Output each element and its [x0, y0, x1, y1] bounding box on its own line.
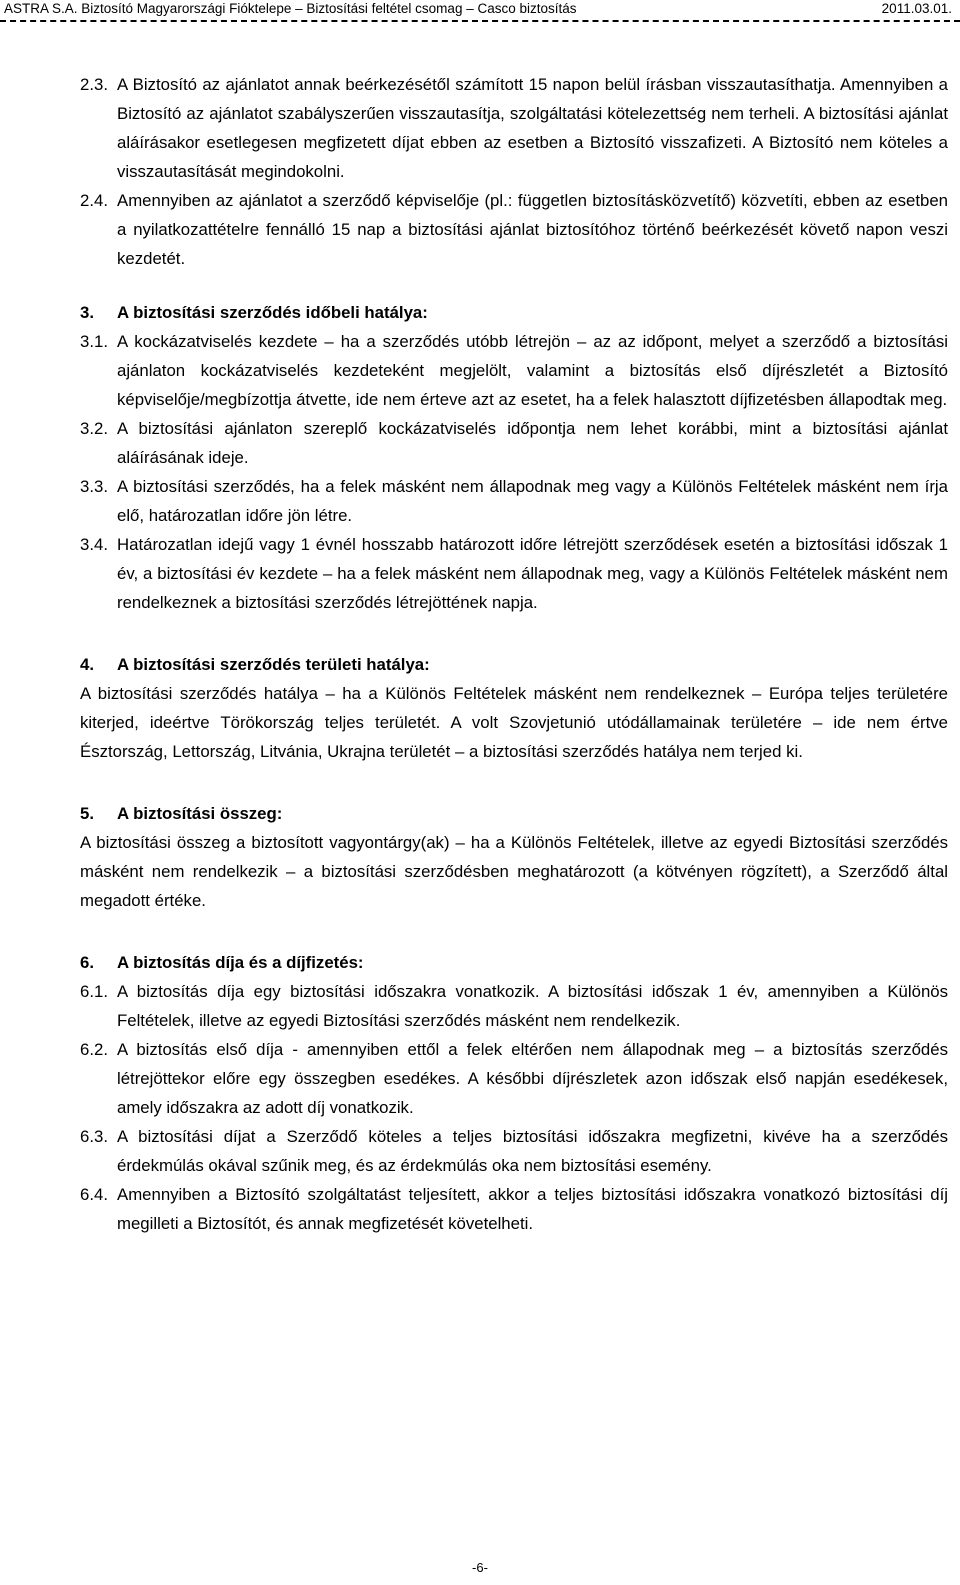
header-date: 2011.03.01. [881, 1, 952, 16]
section-title: A biztosítási összeg: [117, 804, 283, 823]
section-heading-3 [80, 298, 948, 327]
clause-number: 2.4. [80, 191, 108, 210]
clause-6-4 [80, 1180, 948, 1238]
clause-text: A Biztosító az ajánlatot annak beérkezésétől számított 15 napon belül írásban visszautasíthatja. Amennyiben a Biztosító az ajánlatot szabályszerűen visszautasítja, szolgáltatási kötelezettség nem terheli. A biztosítási ajánlat aláírásakor esetlegesen megfizetett díjat ebben az esetben a Biztosító visszafizeti. A Biztosító nem köteles a visszautasítását megindokolni. [117, 75, 948, 181]
clause-text: A biztosítási szerződés, ha a felek másként nem állapodnak meg vagy a Különös Feltételek másként nem írja elő, határozatlan időre jön létre. [117, 477, 948, 525]
clause-text: Amennyiben a Biztosító szolgáltatást teljesített, akkor a teljes biztosítási időszakra vonatkozó biztosítási díj megilleti a Biztosítót, és annak megfizetését követelheti. [117, 1185, 948, 1233]
clause-text: A biztosítási díjat a Szerződő köteles a teljes biztosítási időszakra megfizetni, kivéve ha a szerződés érdekmúlás okával szűnik meg, és az érdekmúlás oka nem biztosítási esemény. [117, 1127, 948, 1175]
clause-number: 3.4. [80, 535, 108, 554]
clause-number: 6.2. [80, 1040, 108, 1059]
section-title: A biztosítási szerződés időbeli hatálya: [117, 303, 428, 322]
section-number: 3. [80, 303, 94, 322]
section-heading-4 [80, 650, 948, 679]
clause-text: A biztosítás díja egy biztosítási időszakra vonatkozik. A biztosítási időszak 1 év, amennyiben a Különös Feltételek, illetve az egyedi Biztosítási szerződés másként nem rendelkezik. [117, 982, 948, 1030]
clause-number: 3.1. [80, 332, 108, 351]
clause-number: 6.3. [80, 1127, 108, 1146]
clause-text: A biztosítási ajánlaton szereplő kockázatviselés időpontja nem lehet korábbi, mint a biztosítási ajánlat aláírásának ideje. [117, 419, 948, 467]
clause-6-3 [80, 1122, 948, 1180]
section-heading-5 [80, 799, 948, 828]
clause-text: A biztosítás első díja - amennyiben ettől a felek eltérően nem állapodnak meg – a biztosítás szerződés létrejöttekor előre egy összegben esedékes. A későbbi díjrészletek azon időszak első napján esedékesek, amely időszakra az adott díj vonatkozik. [117, 1040, 948, 1117]
header-divider [0, 20, 960, 22]
clause-number: 6.4. [80, 1185, 108, 1204]
section-number: 4. [80, 655, 94, 674]
section-title: A biztosítási szerződés területi hatálya: [117, 655, 430, 674]
clause-number: 3.2. [80, 419, 108, 438]
clause-3-1 [80, 327, 948, 414]
header-title: ASTRA S.A. Biztosító Magyarországi Fióktelepe – Biztosítási feltétel csomag – Casco biztosítás [4, 1, 577, 16]
clause-text: Amennyiben az ajánlatot a szerződő képviselője (pl.: független biztosításközvetítő) közvetíti, ebben az esetben a nyilatkozattételre fennálló 15 nap a biztosítási ajánlat biztosítóhoz történő beérkezését követő napon veszi kezdetét. [117, 191, 948, 268]
clause-2-4 [80, 186, 948, 273]
page-number: -6- [472, 1560, 488, 1575]
section-4-text: A biztosítási szerződés hatálya – ha a Különös Feltételek másként nem rendelkeznek – Európa teljes területére kiterjed, ideértve Törökország teljes területét. A volt Szovjetunió utódállamainak területére – ide nem értve Észtország, Lettország, Litvánia, Ukrajna területét – a biztosítási szerződés hatálya nem terjed ki. [80, 684, 948, 761]
clause-number: 6.1. [80, 982, 108, 1001]
clause-3-4 [80, 530, 948, 617]
clause-3-3 [80, 472, 948, 530]
section-number: 6. [80, 953, 94, 972]
clause-6-2 [80, 1035, 948, 1122]
clause-text: Határozatlan idejű vagy 1 évnél hosszabb határozott időre létrejött szerződések esetén a biztosítási időszak 1 év, a biztosítási év kezdete – ha a felek másként nem állapodnak meg, vagy a Különös Feltételek másként nem rendelkeznek a biztosítási szerződés létrejöttének napja. [117, 535, 948, 612]
section-heading-6 [80, 948, 948, 977]
clause-2-3 [80, 70, 948, 186]
section-title: A biztosítás díja és a díjfizetés: [117, 953, 364, 972]
clause-text: A kockázatviselés kezdete – ha a szerződés utóbb létrejön – az az időpont, melyet a szerződő a biztosítási ajánlaton kockázatviselés kezdeteként megjelölt, valamint a biztosítás első díjrészletét a Biztosító képviselője/megbízottja átvette, ide nem érteve azt az esetet, ha a felek halasztott díjfizetésben állapodtak meg. [117, 332, 948, 409]
clause-3-2 [80, 414, 948, 472]
clause-number: 2.3. [80, 75, 108, 94]
clause-6-1 [80, 977, 948, 1035]
section-number: 5. [80, 804, 94, 823]
clause-number: 3.3. [80, 477, 108, 496]
page-header [0, 0, 960, 20]
section-5-text: A biztosítási összeg a biztosított vagyontárgy(ak) – ha a Különös Feltételek, illetve az egyedi Biztosítási szerződés másként nem rendelkezik – a biztosítási szerződésben meghatározott (a kötvényen rögzített), a Szerződő által megadott értéke. [80, 833, 948, 910]
document-body [80, 70, 948, 1238]
